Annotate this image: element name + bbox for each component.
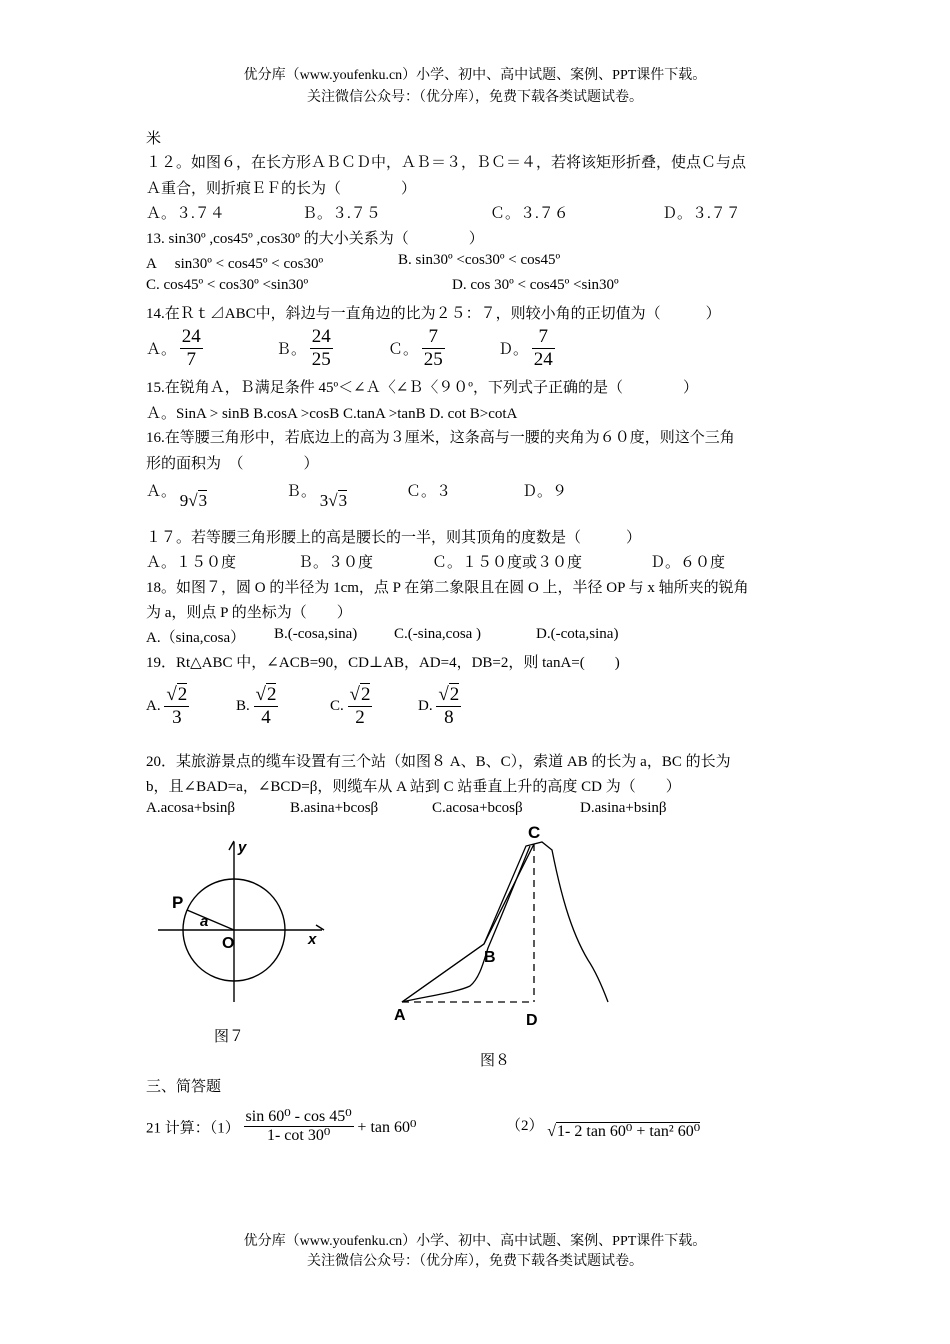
q19-b-label: B.: [236, 697, 250, 714]
q16-line-2: 形的面积为 （ ）: [146, 456, 319, 472]
q18-option-a: A.（sina,cosa）: [146, 630, 246, 646]
q14-b-den: 25: [311, 348, 331, 370]
q16-b-radicand: 3: [338, 491, 348, 510]
q20-option-a: A.acosa+bsinβ: [146, 800, 235, 816]
q14-a-den: 7: [186, 348, 197, 370]
fig8-c-label: C: [528, 823, 541, 842]
q19-b-radicand: 2: [266, 684, 277, 705]
fig7-o-label: O: [222, 935, 235, 952]
q21-denominator: 1- cot 30⁰: [266, 1127, 331, 1145]
q18-option-c: C.(-sina,cosa ): [394, 626, 482, 642]
q20-line-1: 20．某旅游景点的缆车设置有三个站（如图８ A、B、C），索道 AB 的长为 a，BC 的长为: [146, 754, 731, 770]
q14-stem: 14.在Ｒｔ⊿ABC中，斜边与一直角边的比为２５：７，则较小角的正切值为（ ）: [146, 306, 721, 322]
q21-prefix: 21 计算：（1）: [146, 1120, 240, 1137]
fig8-d-label: D: [526, 1012, 538, 1029]
q14-c-num: 7: [422, 326, 445, 349]
q19-d-label: D.: [418, 697, 433, 714]
q14-option-d: [498, 326, 555, 371]
q19-b-den: 4: [261, 706, 271, 728]
q21-numerator: sin 60⁰ - cos 45⁰: [244, 1108, 354, 1127]
q19-a-fraction: $\frac{√2}{3}$: [166, 684, 188, 728]
q14-a-fraction: [180, 326, 203, 371]
q12-option-d: Ｄ。３.７７: [662, 206, 741, 222]
fig7-x-label: x: [308, 931, 317, 948]
q13-option-a: A sin30º < cos45º < cos30º: [146, 256, 324, 272]
q21-part-2: （2） √1- 2 tan 60⁰ + tan² 60⁰: [506, 1118, 701, 1140]
header-line-1: 优分库（www.youfenku.cn）小学、初中、高中试题、案例、PPT课件下载。: [243, 68, 707, 83]
q14-c-den: 25: [423, 348, 443, 370]
q19-c-fraction: $\frac{√2}{2}$: [349, 684, 371, 728]
q21-tail: + tan 60⁰: [357, 1118, 417, 1136]
q14-option-a: [146, 326, 203, 371]
footer-line-1: 优分库（www.youfenku.cn）小学、初中、高中试题、案例、PPT课件下载。: [243, 1234, 707, 1249]
q14-option-c: [388, 326, 445, 371]
q21-fraction: [244, 1108, 354, 1146]
q14-d-fraction: [532, 326, 555, 371]
q16-option-c: Ｃ。３: [406, 484, 452, 500]
fig7-x-arrow: [316, 925, 324, 930]
q13-option-c: C. cos45º < cos30º <sin30º: [146, 277, 309, 293]
q13-option-b: B. sin30º <cos30º < cos45º: [398, 252, 561, 268]
q20-option-c: C.acosa+bcosβ: [432, 800, 523, 816]
q14-a-num: 24: [181, 326, 201, 347]
q19-d-fraction: $\frac{√2}{8}$: [438, 684, 460, 728]
q16-option-a: Ａ。 9√3: [146, 484, 208, 510]
q16-option-b: Ｂ。 3√3: [286, 484, 348, 510]
fig7-p-label: P: [172, 893, 184, 912]
q12-option-a: Ａ。３.７４: [146, 206, 225, 222]
q19-option-a: [146, 684, 189, 729]
q14-d-num: 7: [532, 326, 555, 349]
q20-option-d: D.asina+bsinβ: [580, 800, 667, 816]
q13-stem: 13. sin30º ,cos45º ,cos30º 的大小关系为（ ）: [146, 231, 484, 247]
q14-c-label: Ｃ。: [388, 341, 419, 358]
fig8-caption: 图８: [480, 1053, 511, 1069]
q16-a-coef: 9: [179, 491, 189, 510]
q18-line-1: 18。如图７，圆 O 的半径为 1cm，点 P 在第二象限且在圆 O 上，半径 OP 与 x 轴所夹的锐角: [146, 580, 749, 596]
q14-d-den: 24: [533, 348, 553, 370]
q14-a-label: Ａ。: [146, 341, 177, 358]
q19-b-fraction: $\frac{√2}{4}$: [255, 684, 277, 728]
figure-7: [150, 836, 340, 1006]
fig8-mountain-right: [402, 842, 608, 1002]
q14-b-num: 24: [311, 326, 331, 347]
q16-b-coef: 3: [319, 491, 329, 510]
q15-stem: 15.在锐角Ａ，Ｂ满足条件 45º＜∠Ａ〈∠Ｂ〈９０º，下列式子正确的是（ ）: [146, 380, 698, 396]
fig8-a-label: A: [394, 1007, 406, 1024]
q19-a-den: 3: [172, 706, 182, 728]
q19-option-b: [236, 684, 278, 729]
q14-b-label: Ｂ。: [276, 341, 307, 358]
q19-a-label: A.: [146, 697, 161, 714]
q18-option-d: D.(-cota,sina): [536, 626, 619, 642]
q13-option-d: D. cos 30º < cos45º <sin30º: [452, 277, 619, 293]
q21-p2-radicand: 1- 2 tan 60⁰ + tan² 60⁰: [557, 1123, 701, 1140]
q12-line-1: １２。如图６，在长方形ＡＢＣＤ中，ＡＢ＝３，ＢＣ＝４，若将该矩形折叠，使点Ｃ与点: [146, 155, 747, 171]
q21-part-1: [146, 1108, 416, 1146]
q17-stem: １７。若等腰三角形腰上的高是腰长的一半，则其顶角的度数是（ ）: [146, 530, 642, 546]
q17-option-a: Ａ。１５０度: [146, 555, 237, 571]
q20-line-2: b，且∠BAD=a，∠BCD=β，则缆车从 A 站到 C 站垂直上升的高度 CD 为（ ）: [146, 779, 681, 795]
q14-option-b: [276, 326, 333, 371]
q14-c-fraction: [422, 326, 445, 371]
q19-d-den: 8: [444, 706, 454, 728]
q19-a-radicand: 2: [177, 684, 188, 705]
q16-a-label: Ａ。: [146, 484, 177, 500]
q15-options: Ａ。SinA > sinB B.cosA >cosB C.tanA >tanB D. cot B>cotA: [146, 406, 518, 422]
q19-option-c: [330, 684, 372, 729]
q20-option-b: B.asina+bcosβ: [290, 800, 379, 816]
fig8-b-label: B: [484, 949, 496, 966]
q11-tail: 米: [146, 131, 162, 147]
figure-8: [388, 820, 618, 1035]
q16-a-radicand: 3: [198, 491, 208, 510]
q19-option-d: [418, 684, 461, 729]
q14-b-fraction: [310, 326, 333, 371]
fig7-caption: 图７: [214, 1029, 245, 1045]
fig7-angle-label: a: [200, 913, 209, 930]
q19-c-den: 2: [355, 706, 365, 728]
fig7-y-arrow: [229, 841, 234, 850]
q19-c-label: C.: [330, 697, 344, 714]
q18-line-2: 为 a，则点 P 的坐标为（ ）: [146, 605, 352, 621]
fig8-mountain-left: [402, 846, 530, 1002]
q19-stem: 19．Rt△ABC 中，∠ACB=90，CD⊥AB，AD=4，DB=2，则 tanA=( ): [146, 655, 620, 671]
q17-option-c: Ｃ。１５０度或３０度: [432, 555, 583, 571]
section-3-title: 三、简答题: [146, 1079, 222, 1095]
q19-c-radicand: 2: [360, 684, 371, 705]
q21-p2-label: （2）: [506, 1118, 544, 1134]
q19-d-radicand: 2: [449, 684, 460, 705]
q14-d-label: Ｄ。: [498, 341, 529, 358]
footer-line-2: 关注微信公众号：（优分库），免费下载各类试题试卷。: [307, 1254, 643, 1269]
q16-line-1: 16.在等腰三角形中，若底边上的高为３厘米，这条高与一腰的夹角为６０度，则这个三角: [146, 430, 735, 446]
q12-option-b: Ｂ。３.７５: [302, 206, 381, 222]
q18-option-b: B.(-cosa,sina): [274, 626, 358, 642]
header-line-2: 关注微信公众号：（优分库），免费下载各类试题试卷。: [307, 90, 643, 105]
q16-option-d: Ｄ。９: [522, 484, 568, 500]
q12-line-2: Ａ重合，则折痕ＥＦ的长为（ ）: [146, 181, 417, 197]
fig7-y-label: y: [238, 839, 247, 856]
q12-option-c: Ｃ。３.７６: [490, 206, 569, 222]
fig8-cable-bc: [484, 844, 534, 944]
q16-b-label: Ｂ。: [286, 484, 317, 500]
q17-option-d: Ｄ。６０度: [650, 555, 726, 571]
q17-option-b: Ｂ。３０度: [298, 555, 374, 571]
fig7-radius-op: [187, 910, 234, 930]
